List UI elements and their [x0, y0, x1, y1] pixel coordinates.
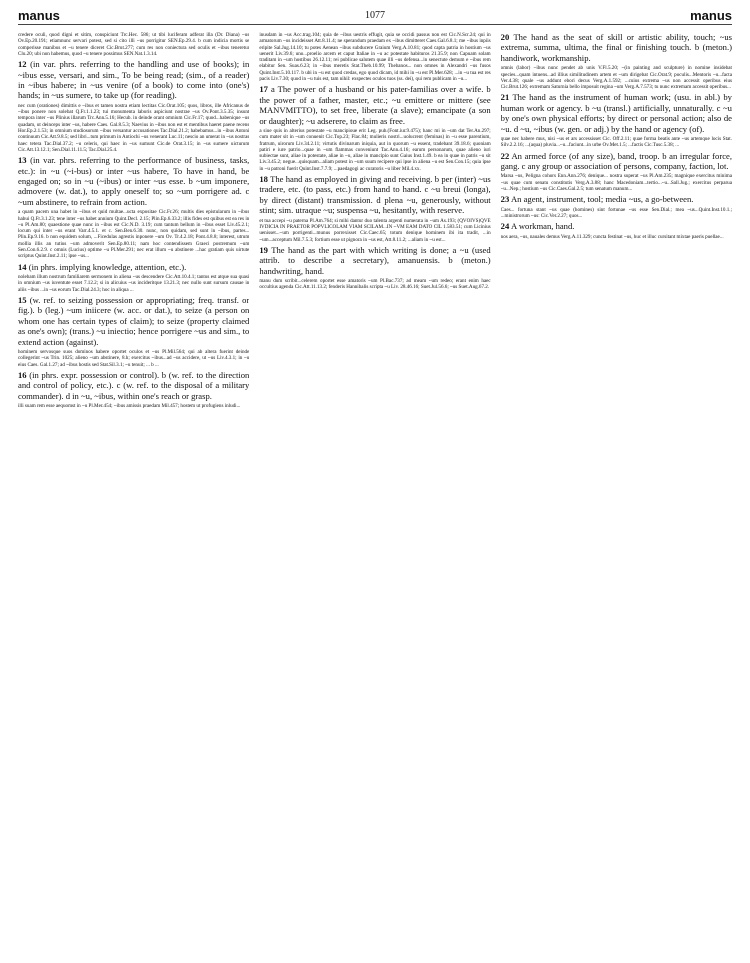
- sense-number: 14: [18, 261, 27, 272]
- sense-definition: [501, 151, 732, 172]
- sense-text: (in var. phrs. referring to the performance of business, tasks, etc.): in ~u (~i-bus) or inter ~us habere, To have in hand, be engaged on; so in ~u (~ibus) or inter ~us esse. b ~um imponere, admovere (w. dat.), to apply oneself to; so ~um porrigere ad. c ~um abstinere, to refrain from action.: [18, 155, 250, 207]
- sense-text: The hand as the instrument of human work; (usu. in abl.) by human work or agency. b ~u (transl.) artificially, unnaturally. c ~u by one's own physical efforts; by direct or personal action; also de ~u. d ~u, ~ibus (w. gen. or adj.) by the hand or agency (of).: [500, 92, 732, 134]
- sense-text: a The power of a husband or his pater-familias over a wife. b the power of a father, master, etc.; ~u emittere or mittere (see MANVMITTO), to set free, liberate (a slave); emancipate (a son or daughter); ~u adserere, to claim as free.: [259, 84, 491, 126]
- dictionary-columns: [18, 32, 732, 957]
- sense-definition: [501, 92, 732, 134]
- sense-definition: [18, 370, 249, 401]
- sense-number: 18: [259, 174, 268, 185]
- sense-text: (in phrs. implying knowledge, attention, etc.).: [28, 261, 187, 272]
- sense-number: 12: [18, 59, 27, 70]
- right-guide-word: manus: [690, 8, 732, 23]
- sense-text: The hand as employed in giving and receiving. b per (inter) ~us tradere, etc. (to pass, etc.) from hand to hand. c ~u breui (longa), by direct (distant) transmission. d plena ~u, generously, without stint; sim. utraque ~u; suspensa ~u, hesitantly, with reserve.: [259, 174, 491, 216]
- column-middle: [259, 32, 490, 957]
- citation-block: nec cum (orationes) dimittis e ~ibus et tamen nostra etiam lectitas Cic.Orat.105; quos, libros, ille Africanus de ~ibus ponere non solebat Q.Fr.1.1.23; tui monumenta laboris aspiciunt nostrae ~us Ov.Pont.3.5.35; insunt tempora inter ~us Plinius illarum Trc.Ann.5.16; Hecub. in deinde orant omnium Cic.Fr.17; quod...habenique ~us quadam, ut deinceps inter ~us, habere Caes. Gal.8.5.3; Naevius in ~ibus non est et mentibus haeret paene recens Hor.Ep.2.1.53; in omnium studiosorum ~ibus versantur accusationes Tac.Dial.21.2; habebamus...in ~ibus Antoni continuum Cic.Att.9.8.5; sed libri...tum primum in Antiochi ~us venerant Luc.11; nescio an umerat in ~us nostras haec tetera Tac.Dial.37.2; ~u celeris, qui haec in ~us sumunt Cic.de Orat.3.15; in ~us sumere uicturum Cic.Att.13.12.1; Sen.Dial.11.11.5; Tac.Dial.25.4.: [18, 102, 250, 153]
- sense-number: 19: [259, 244, 268, 255]
- sense-definition: [18, 155, 249, 207]
- sense-text: The hand as the part with which writing is done; a ~u (used attrib. to describe a secretary), amanuensis. b (meton.) handwriting, hand.: [259, 244, 491, 276]
- sense-number: 16: [18, 369, 27, 380]
- citation-block: inusdam in ~us Acc.trag.104; quia de ~ibus uestris effugit, quia se occidi passus non est Cic.N.Scr.24; qui in armatorum ~us incideisset Att.8.11.4; ne sperandum praedam ex ~ibus dimitteret Caes.Gal.6.8.1; me ~ibus inpiis eripite Sal.Jug.14.10; tu potes Aenean ~ibus subducere Graium Verg.A.10.81; quod capta patria in hostium ~us uenerit Liv.39.6; uno...proelio arcem et caput Italiae in ~u ac potestate habituros 21.35.9; non Capuam solam traditam in ~um hostibus 26.12.11; rei publicae salutem quae illi ~us defensa...in senectute demum e ~ibus rem elabitur Sen. Suas.6.23; in ~ibus meretis Stat.Theb.10.99; Thebanos... non omnes in Alexandri ~us fusos Quint.Inst.5.10.117. b ubi in ~u est quod credas, ego quod dicam, id mihi in ~u est Pl.Mer.628; ...in ~u tua est res pacis Liv.7.30; quod in ~u tuis est, tam nihil: exspectes oculos tuos (ss. dei), qui rem publicam in ~u...: [259, 32, 491, 83]
- citation-block: Caes... fortuna stant ~us quae (homines) sint fortunae ~us esse Sen.Dial.; mea ~us...Quint.Inst.10.1.; ...ministrorum ~us: Cic.Ver.2.27; quos...: [500, 206, 732, 220]
- sense-definition: [18, 59, 249, 101]
- citation-block: omnis (labor) ~ibus nunc pendet ab unis V.Fl.5.20; ~(in painting and sculpture) in nomine insidebat species...quam intuens...ad illius similitudinem artem et ~um dirigebat Cic.Orat.9; poculis...Mentoris ~u...facta Ver.4.38; quale ~us addunt ebori decus Verg.A.1.592; ...cuius extrema ~us non accessit operibus eius Cic.Brut.126; extremam Saturnia bello imposuit regina ~um Verg.A.7.573; tu nunc extremam accessit operibus...: [500, 65, 732, 91]
- sense-definition: [259, 174, 490, 216]
- page-number: 1077: [365, 10, 385, 21]
- sense-definition: [259, 245, 490, 276]
- citation-block: nos aera, ~us, nauales demus Verg.A.11.329; cuncta festinat ~us, huc et illuc cursitant mixtae paeris puellae...: [500, 233, 724, 240]
- sense-text: An armed force (of any size), band, troop. b an irregular force, gang. c any group or association of persons, company, faction, lot.: [500, 150, 732, 172]
- sense-number: 24: [500, 221, 510, 232]
- sense-definition: [501, 221, 732, 231]
- column-left: [18, 32, 249, 957]
- citation-block: a siue quis in alterius potestate ~u mancipioue erit Leg. pub.(Font.iur.9.475); hanc mi in ~um dat Ter.An.297; cum mater sit in ~um conuenit Cic.Top.23; Flac.84; mulieris nostri...uolucrent (feminas) in ~u esse parentium, fratrum, uirorum Liv.34.2.11; virtutis divinarum iniquia, aut in quorum ~u essent, tradebant 39.18.6; quoniam patiri e iure patrio...quae in ~um flammas conveniunt Tac.Ann.4.16; earum personarum, quae alieno iuri subiectae sunt, aliae in potestate, aliae in ~u, aliae in mancipio sunt Gaius Inst.1.49. b ea in quae in patris ~u sit Liv.3.45.2; negue...quisquam...aliam potest in ~um suum recipere qui ipse in aliena ~u est Sen.Con.15; quia ipse in ~u patroni fuerit Quint.Inst.7.7.9; ...paedagogi ac curatoris ~u liber Mil.4.xx.: [259, 128, 491, 172]
- sense-definition: [18, 262, 249, 272]
- sense-number: 17: [259, 84, 268, 95]
- left-guide-word: manus: [18, 8, 60, 23]
- sense-number: 20: [500, 32, 510, 42]
- sense-text: A workman, hand.: [510, 221, 575, 232]
- sense-number: 22: [500, 150, 510, 161]
- sense-text: (in phrs. expr. possession or control). b (w. ref. to the direction and control of policy, etc.). c (w. ref. to the disposal of a military commander). d in ~u, ~ibus, within one's reach or grasp.: [18, 369, 250, 401]
- header-rule: [18, 24, 732, 25]
- sense-number: 23: [500, 194, 510, 205]
- page-header: [18, 8, 732, 30]
- column-right: [501, 32, 732, 957]
- citation-block: credere oculi, quod digni et sitim, conspiciunt Trc.Hec. 586; ut tibi luciferam adferat illa (Dr. Diana) ~us Ov.Ep.20.191; etiamnunc servari potest, sed si cito illi ~us porrigitur SEN.Ep.29.4. b cum indicia mortis se comperisse manibus et ~u tenere diceret Cic.Brut.277; cum res non coniectura sed oculis et ~ibus teneretur Clu.20; ubi non habemus, quod ~u tenere possimus SEN.Nat.1.3.14.: [18, 32, 250, 57]
- sense-text: An agent, instrument, tool; media ~us, a go-between.: [510, 194, 694, 205]
- citation-block: hominem servosque suos dominos habere oportet oculos et ~us Pl.Mil.564; qui ab altera fuerint deinde collegerint ~us Trin. 1025; alieno ~um abstinere, 8.h; exercitus ~ibus...ad ~us accidere, ut ~us Liv.4.3.1; in ~u eius Caes. Gal.1.27; ad ~ibus hostis sed Stat.Sil.3.1; ~u tenuit; ... b ...: [18, 348, 250, 368]
- sense-number: 15: [18, 294, 27, 305]
- citation-block: a quam pacem una habet in ~ibus et quid multae...ucta expositae Cic.Fr.26; multis dies epistularum in ~ibus habui Q.Fr.3.1.23; tene inter ~us habet annium Quint.Decl. 2.15; Plin.Ep.6.33.2; illis fides est quibus est ea res in ~u Pl.Am.80; quaestione quae nunc in ~ibus est Cic.N.D. 3.19; cum tantum bellum in ~ibus esset Liv.45.2.1; locum qui inter ~us erant Varr.4.5.1. et c. Sen.Ben.6.30. nunc, non quidam, sed sunt in ~ibus, partes... Plin.Ep.9.16. b non equidem solum, ...Ficedulas agrestis inponere ~um Ov. Tr.4.2.18; Pont.4.8.8; interest, utrum mollia illis an tutius ~um admoverit Sen.Ep.80.11; nam hoc contendissem Graeci postremum ~um Sen.Con.6.2.9. c omnis (Lucius) optime ~u Pl.Mer.291; nec erat illum ~u abstinere ...hac gratiam quis uirtute scriptus Quint.Inst.2.11; ipse ~us...: [18, 209, 250, 260]
- sense-definition: [18, 295, 249, 347]
- citation-block: manu dum scribit...celerem oportet esse amatoris ~um Pl.Bac.737; ad meam ~um redeo; erant enim haec occultius agenda Cic.Att.11.13.2; fenderis Hannibalis scripta ~u Liv. 28.46.16; Suet.Jul.56.6; ~us Suet.Aug.67.2.: [259, 278, 491, 291]
- citation-block: et tua accepi ~u paterna Pl.Am.764; si mihi dantur duo talenta argenti numerata in ~um As.193; (QVOIVS)QVE IVDICIA IN PRAETOR POPVLICOLAM VIAM SCILAM...IN ~VM EAM DATO CIL 1.583.51; cum Licinius uenisset...~um porrigenti...munus porrexisset Cic.Caec.65; totum denique hominem ibi ita tradit, ...in ~um...acceptum Mil.7.5.3; fortium esse ut pignora in ~us est, Att.8.11.2; ...aliam in ~u est...: [259, 217, 491, 243]
- sense-definition: [501, 194, 732, 204]
- sense-definition: [259, 84, 490, 126]
- sense-text: (w. ref. to seizing possession or appropriating; freq. transf. or fig.). b (leg.) ~um iniicere (w. acc. or dat.), to seize (a person on whom one has certain types of claim); to seize (property claimed as one's own); (trans.) ~u iniectio; hence porrigere ~us and sim., to extend action (against).: [18, 294, 250, 347]
- citation-block: quae nec habere mus, nisi ~us et ars accessisset Cic. Off.2.11; quae forma beatis ante ~us artemque locis Stat. Silv.2.2.16; ...(aqua) pluvia...~u...faciunt...in urbe Ov.Met.1.5; ...factis Cic.Tusc.5.38; ...: [500, 136, 732, 149]
- sense-number: 13: [18, 155, 27, 166]
- citation-block: nolebam illum nostrum familiarem sermonem in aliena ~us descendere Cic.Att.10.4.1; tantus est atque sua quasi in omnium ~us iuventute esset 7.12.2; si in alicuius ~us incideritque 13.21.3; nec nullo sunt sursum causae in aliis ~ibus ...in ~us eorum Tac.Dial.24.3; hoc in aliqua ...: [18, 274, 250, 293]
- sense-text: The hand as the seat of skill or artistic ability, touch; ~us extrema, summa, ultima, the final or finishing touch. b (meton.) handiwork, workmanship.: [500, 32, 732, 63]
- sense-number: 21: [500, 92, 510, 103]
- sense-definition: [501, 32, 732, 63]
- sense-text: (in var. phrs. referring to the handling and use of books); in ~ibus esse, versari, and sim., To be being read; (sim., of a reader) in ~ibus habere; in ~us venire (of a book) to come into (one's) hands; in ~us sumere, to take up (for reading).: [18, 59, 250, 101]
- citation-block: Marsa ~us, Peligna cohors Enn.Ann.276; denique... nostra superat ~us Pl.Am.235; magnique exercitus minima ~us quae cum senatu constitutis Verg.A.3.88; hanc Macedoniam...tertio...~u...Sall.Jug.; exercitus perparua ~u...Nep.; hostium ~us Cic.Caes.Gal.2.5; tum senatum manum...: [500, 173, 732, 193]
- citation-block: illi suam rem esse aequomst in ~u Pl.Mer.454; ~ibus amissis praedam Mil.457; hostem ut profugiens inludi...: [18, 403, 241, 410]
